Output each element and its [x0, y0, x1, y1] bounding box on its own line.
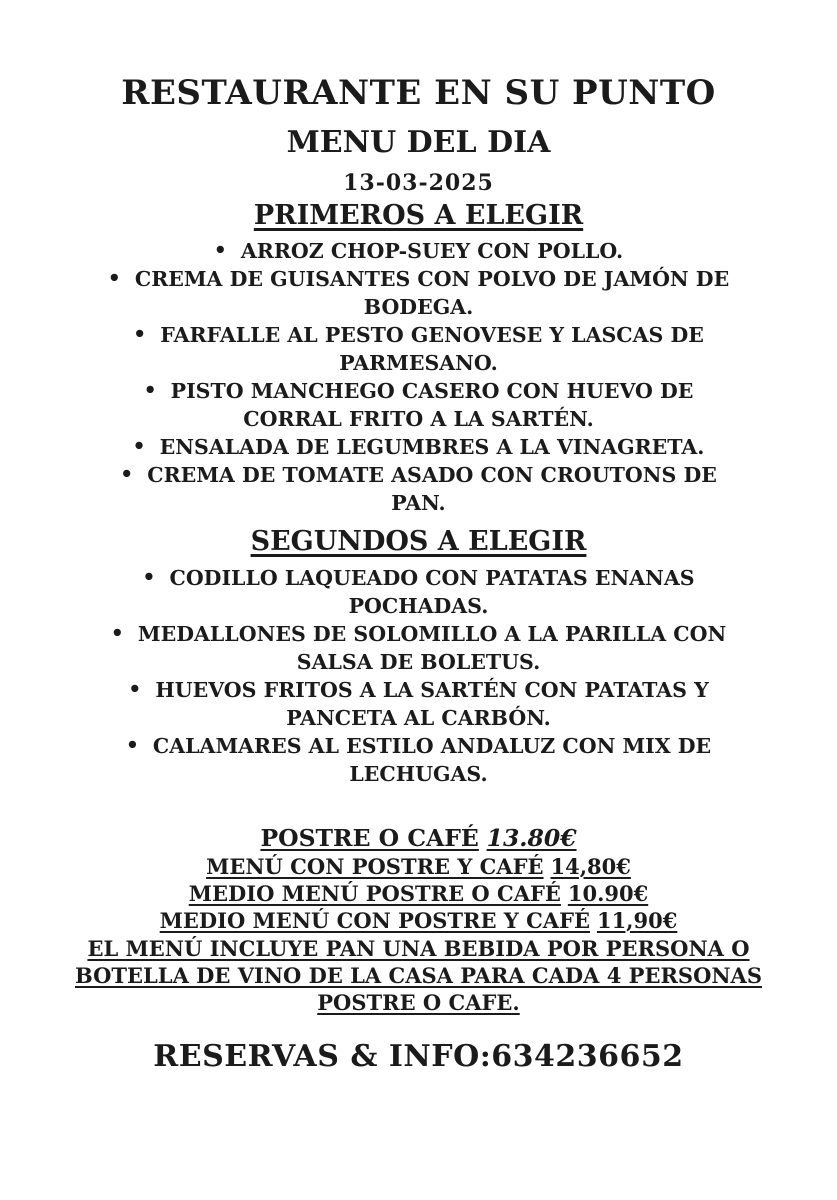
bullet-icon: • [107, 266, 121, 291]
menu-item-text: BODEGA. [363, 295, 474, 320]
menu-item-text: PISTO MANCHEGO CASERO CON HUEVO DE [170, 379, 694, 404]
menu-item-line [79, 265, 759, 293]
menu-item-line [79, 433, 759, 461]
conditions-line: EL MENÚ INCLUYE PAN UNA BEBIDA POR PERSONA O [87, 935, 750, 961]
bullet-icon: • [125, 732, 139, 757]
price-label: MENÚ CON POSTRE Y CAFÉ [206, 853, 544, 879]
price-label: POSTRE O CAFÉ [260, 823, 479, 852]
menu-item [79, 265, 759, 321]
segundos-item-list [79, 564, 759, 788]
bullet-icon: • [143, 378, 157, 403]
price-line [0, 907, 837, 934]
price-line [0, 824, 837, 853]
menu-item [79, 377, 759, 433]
restaurant-name: RESTAURANTE EN SU PUNTO [121, 73, 716, 113]
menu-item-line [79, 648, 759, 676]
menu-item-line [79, 676, 759, 704]
menu-item-text: ENSALADA DE LEGUMBRES A LA VINAGRETA. [159, 435, 705, 460]
menu-item-line [79, 489, 759, 517]
menu-item [79, 237, 759, 265]
menu-item-text: FARFALLE AL PESTO GENOVESE Y LASCAS DE [160, 323, 704, 348]
menu-item-line [79, 321, 759, 349]
menu-item-line [79, 592, 759, 620]
bullet-icon: • [133, 322, 147, 347]
menu-item-text: CORRAL FRITO A LA SARTÉN. [243, 407, 594, 432]
menu-conditions [0, 935, 837, 1016]
price-label: MEDIO MENÚ POSTRE O CAFÉ [188, 880, 561, 906]
menu-title: MENU DEL DIA [286, 125, 551, 161]
menu-item-line [79, 461, 759, 489]
menu-item-text: MEDALLONES DE SOLOMILLO A LA PARILLA CON [137, 621, 727, 646]
menu-item-text: HUEVOS FRITOS A LA SARTÉN CON PATATAS Y [155, 677, 709, 702]
price-value: 11,90€ [596, 907, 678, 933]
menu-item-line [79, 732, 759, 760]
menu-item-line [79, 704, 759, 732]
menu-item-text: POCHADAS. [348, 593, 489, 618]
menu-item-text: CREMA DE TOMATE ASADO CON CROUTONS DE [147, 463, 717, 488]
menu-item-text: PAN. [391, 491, 446, 516]
menu-item-text: PARMESANO. [339, 351, 498, 376]
menu-item [79, 433, 759, 461]
section-title-primeros: PRIMEROS A ELEGIR [253, 199, 584, 231]
menu-item-text: SALSA DE BOLETUS. [296, 649, 541, 674]
menu-item [79, 564, 759, 620]
menu-item-line [79, 237, 759, 265]
menu-item-line [79, 564, 759, 592]
menu-item-line [79, 405, 759, 433]
bullet-icon: • [110, 620, 124, 645]
menu-item-text: CODILLO LAQUEADO CON PATATAS ENANAS [169, 565, 695, 590]
menu-item-line [79, 620, 759, 648]
bullet-icon: • [142, 564, 156, 589]
reservations-info: RESERVAS & INFO:634236652 [153, 1038, 684, 1074]
section-title-segundos: SEGUNDOS A ELEGIR [250, 526, 587, 558]
price-value: 14,80€ [550, 853, 631, 879]
price-value: 13.80€ [486, 823, 577, 852]
menu-item [79, 676, 759, 732]
primeros-item-list [79, 237, 759, 517]
bullet-icon: • [213, 238, 227, 263]
conditions-line: POSTRE O CAFE. [317, 989, 520, 1015]
price-label: MEDIO MENÚ CON POSTRE Y CAFÉ [159, 907, 591, 933]
price-value: 10.90€ [567, 880, 649, 906]
bullet-icon: • [128, 676, 142, 701]
menu-item-text: CALAMARES AL ESTILO ANDALUZ CON MIX DE [152, 733, 712, 758]
price-list [0, 824, 837, 934]
menu-item-line [79, 760, 759, 788]
price-line [0, 880, 837, 907]
bullet-icon: • [120, 462, 134, 487]
menu-item [79, 732, 759, 788]
menu-item-line [79, 349, 759, 377]
menu-item-text: CREMA DE GUISANTES CON POLVO DE JAMÓN DE [134, 267, 730, 292]
menu-item-line [79, 293, 759, 321]
conditions-line: BOTELLA DE VINO DE LA CASA PARA CADA 4 PERSONAS [74, 962, 763, 988]
menu-item-text: ARROZ CHOP-SUEY CON POLLO. [240, 239, 624, 264]
menu-item [79, 321, 759, 377]
menu-item-text: PANCETA AL CARBÓN. [286, 705, 551, 730]
bullet-icon: • [132, 434, 146, 459]
menu-item [79, 620, 759, 676]
menu-item-line [79, 377, 759, 405]
price-line [0, 853, 837, 880]
menu-item [79, 461, 759, 517]
menu-date: 13-03-2025 [343, 169, 494, 196]
menu-item-text: LECHUGAS. [349, 761, 488, 786]
